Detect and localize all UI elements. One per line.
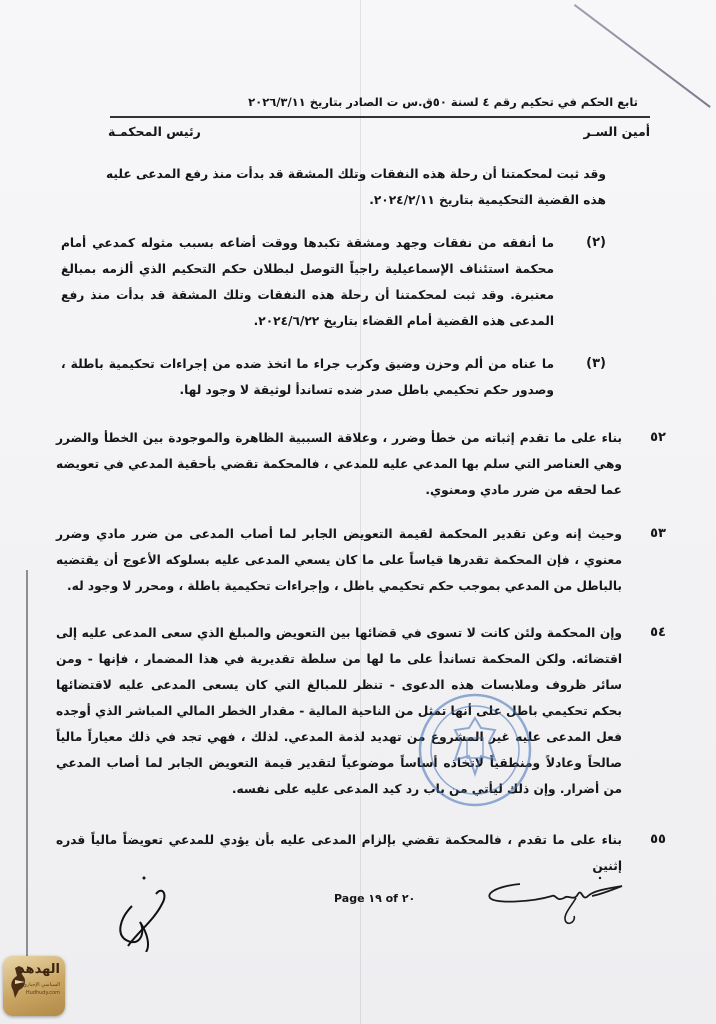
item-text: ما أنفقه من نفقات وجهد ومشقة تكبدها ووقت أضاعه بسبب مثوله كمدعي أمام محكمة استئناف الإسماعيلية راجياً التوصل لبطلان حكم التحكيم الذي ألزمه بمبالغ معتبرة. وقد ثبت لمحكمتنا أن رحلة هذه النفقات وتلك المشقة قد بدأت منذ رفع المدعى هذه القضية أمام القضاء بتاريخ ٢٠٢٤/٦/٢٢. xyxy=(61,236,554,328)
item-number: (٢) xyxy=(586,235,606,250)
paragraph-text: وإن المحكمة ولئن كانت لا تسوى في قضائها بين التعويض والمبلغ الذي سعى المدعى عليه إلى اقتضائه. ولكن المحكمة تساندأ على ما لها من سلطة تقديرية في هذا المضمار ، فإنها - ومن سائر ظروف وملابسات هذه الدعوى - تنظر للمبالغ التي كان يسعى المدعى عليه لاقتضائها بحكم تحكيمي باطل على أنها تمثل من الناحية المالية - مقدار الخطر المالي المباشر الذي أوجده فعل المدعى عليه غير المشروع من تهديد لذمة المدعي. لذلك ، فهي تجد في ذلك معياراً مالياً صالحاً وعادلاً ومنطقياً لاتخاذه أساساً موضوعياً لتقدير قيمة التعويض الجابر لما أصاب المدعي من أضرار. وإن ذلك ليأتي من باب رد كيد المدعى عليه على نفسه. xyxy=(56,626,622,796)
paragraph-text: بناء على ما تقدم إثباته من خطأ وضرر ، وعلاقة السببية الظاهرة والموجودة بين الخطأ والضرر وهي العناصر التي سلم بها المدعي عليه للمدعي ، فالمحكمة تقضي بأحقية المدعي في تعويضه عما لحقه من ضرر مادي ومعنوي. xyxy=(56,431,622,497)
numbered-paragraph xyxy=(56,620,666,802)
role-secretary: أمين السـر xyxy=(583,124,650,139)
list-item xyxy=(61,351,606,403)
left-signature xyxy=(110,872,180,952)
document-header: تابع الحكم في تحكيم رقم ٤ لسنة ٥٠ق.س ت الصادر بتاريخ ٢٠٢٦/٣/١١ xyxy=(248,95,638,109)
page-edge-shadow xyxy=(26,570,28,1010)
numbered-paragraph xyxy=(56,521,666,599)
paragraph-number: ٥٤ xyxy=(650,625,666,640)
watermark-url: Hudhudy.com xyxy=(25,990,60,996)
right-signature xyxy=(482,872,632,932)
header-divider xyxy=(110,116,650,118)
corner-crease xyxy=(574,4,711,108)
watermark-title: الهدهد xyxy=(18,962,60,977)
court-seal-stamp-icon xyxy=(415,690,535,810)
intro-paragraph: وقد ثبت لمحكمتنا أن رحلة هذه النفقات وتلك المشقة قد بدأت منذ رفع المدعى عليه هذه القضية التحكيمية بتاريخ ٢٠٢٤/٢/١١. xyxy=(106,167,606,207)
numbered-paragraph xyxy=(56,425,666,503)
item-text: ما عناه من ألم وحزن وضيق وكرب جراء ما اتخذ ضده من إجراءات تحكيمية باطلة ، وصدور حكم تحكيمي باطل صدر ضده تساندأ لوثيقة لا وجود لها. xyxy=(61,357,554,397)
paragraph-text: بناء على ما تقدم ، فالمحكمة تقضي بإلزام المدعى عليه بأن يؤدي للمدعي تعويضاً مالياً قدره إثنين xyxy=(56,833,622,873)
paragraph-number: ٥٣ xyxy=(650,526,666,541)
role-president: رئيس المحكمـة xyxy=(108,124,201,139)
list-item xyxy=(61,230,606,334)
signatory-roles xyxy=(108,124,650,146)
page-number: Page ١٩ of ٢٠ xyxy=(334,892,416,905)
watermark-subtitle: السياسي الإخباري xyxy=(22,982,60,988)
paragraph-text: وحيث إنه وعن تقدير المحكمة لقيمة التعويض الجابر لما أصاب المدعى من ضرر مادي وضرر معنوي ، فإن المحكمة تقدرها قياساً على ما كان يسعي المدعى عليه بسلوكه الأعوج أن يقتضيه بالباطل من المدعي بموجب حكم تحكيمي باطل ، وإجراءات تحكيمية باطلة ، ومحرر لا وجود له. xyxy=(56,527,622,593)
hudhud-watermark-logo xyxy=(3,956,65,1016)
paragraph-number: ٥٢ xyxy=(650,430,666,445)
paragraph-number: ٥٥ xyxy=(650,832,666,847)
item-number: (٣) xyxy=(586,356,606,371)
